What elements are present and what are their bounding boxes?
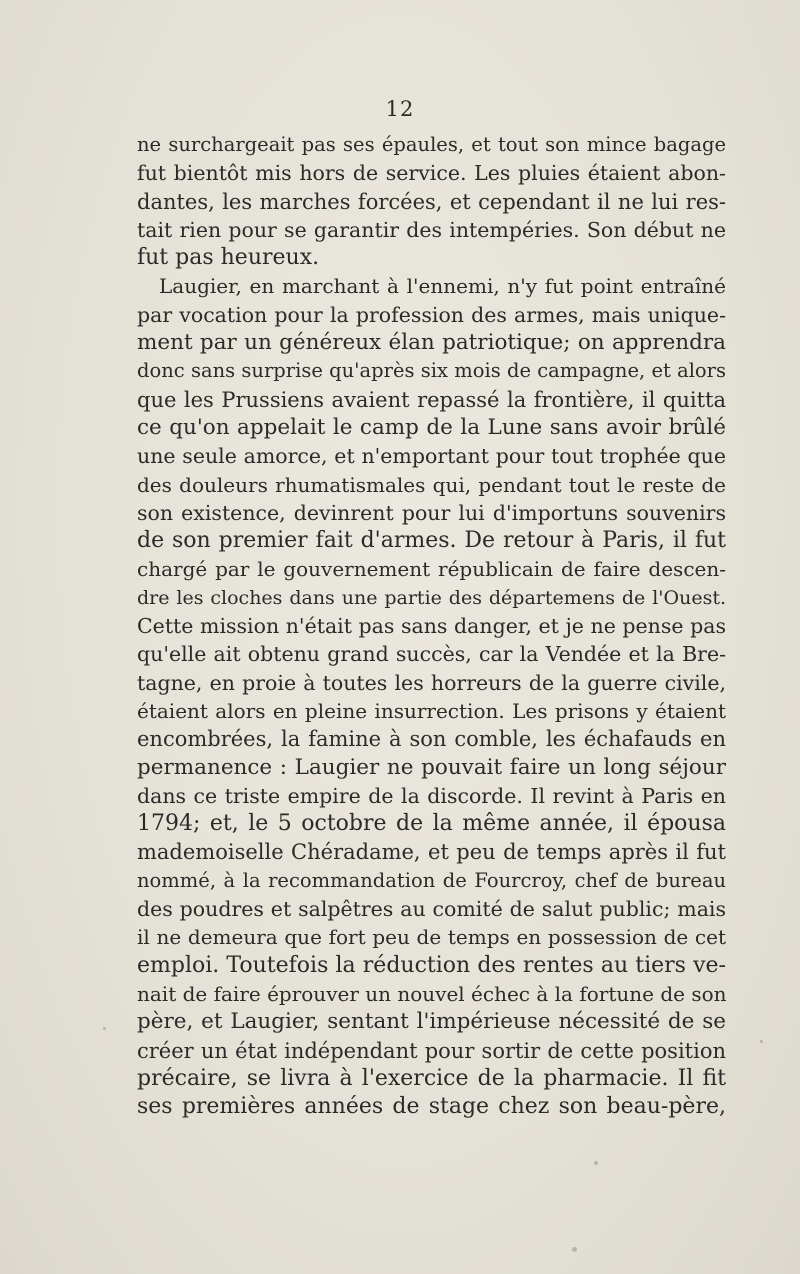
text-line: tait rien pour se garantir des intempéries. Son début ne xyxy=(137,217,726,242)
paper-speck xyxy=(572,1247,577,1252)
text-line: dre les cloches dans une partie des départemens de l'Ouest. xyxy=(137,586,726,609)
text-line: il ne demeura que fort peu de temps en possession de cet xyxy=(137,925,726,950)
paper-speck xyxy=(103,1027,106,1030)
text-line: nait de faire éprouver un nouvel échec à la fortune de son xyxy=(137,981,727,1006)
text-line: encombrées, la famine à son comble, les échafauds en xyxy=(137,727,726,752)
text-line: une seule amorce, et n'emportant pour tout trophée que xyxy=(137,444,726,469)
text-line: tagne, en proie à toutes les horreurs de la guerre civile, xyxy=(137,670,726,695)
paper-speck xyxy=(760,1040,763,1043)
text-line: ses premières années de stage chez son beau-père, xyxy=(137,1094,726,1120)
text-line: qu'elle ait obtenu grand succès, car la Vendée et la Bre- xyxy=(137,642,726,667)
text-line: père, et Laugier, sentant l'impérieuse nécessité de se xyxy=(137,1009,726,1035)
text-line: de son premier fait d'armes. De retour à Paris, il fut xyxy=(137,528,726,554)
text-line: son existence, devinrent pour lui d'importuns souvenirs xyxy=(137,500,726,525)
text-line: dans ce triste empire de la discorde. Il revint à Paris en xyxy=(137,783,726,808)
text-line: Cette mission n'était pas sans danger, et je ne pense pas xyxy=(137,614,726,639)
text-line: 1794; et, le 5 octobre de la même année, il épousa xyxy=(137,811,726,837)
text-line: nommé, à la recommandation de Fourcroy, chef de bureau xyxy=(137,868,726,892)
page-number: 12 xyxy=(385,97,415,121)
text-line: des poudres et salpêtres au comité de salut public; mais xyxy=(137,897,726,922)
text-line: étaient alors en pleine insurrection. Les prisons y étaient xyxy=(137,698,726,723)
text-line: dantes, les marches forcées, et cependant il ne lui res- xyxy=(137,189,726,214)
text-line: fut pas heureux. xyxy=(137,245,320,271)
text-line: par vocation pour la profession des armes, mais unique- xyxy=(137,302,726,327)
text-line: ne surchargeait pas ses épaules, et tout son mince bagage xyxy=(137,133,726,156)
text-line: Laugier, en marchant à l'ennemi, n'y fut point entraîné xyxy=(159,274,726,299)
text-line: que les Prussiens avaient repassé la frontière, il quitta xyxy=(137,387,726,412)
text-line: chargé par le gouvernement républicain de faire descen- xyxy=(137,557,726,582)
text-line: ce qu'on appelait le camp de la Lune sans avoir brûlé xyxy=(137,414,726,440)
text-line: donc sans surprise qu'après six mois de campagne, et alors xyxy=(137,359,726,383)
text-line: précaire, se livra à l'exercice de la pharmacie. Il fit xyxy=(137,1065,726,1091)
text-line: mademoiselle Chéradame, et peu de temps après il fut xyxy=(137,840,726,865)
text-line: créer un état indépendant pour sortir de cette position xyxy=(137,1038,726,1063)
body-text xyxy=(137,131,726,1121)
text-line: emploi. Toutefois la réduction des rentes au tiers ve- xyxy=(137,952,726,978)
text-line: permanence : Laugier ne pouvait faire un long séjour xyxy=(137,754,726,780)
text-line: ment par un généreux élan patriotique; on apprendra xyxy=(137,330,726,356)
text-line: fut bientôt mis hors de service. Les pluies étaient abon- xyxy=(137,161,726,186)
paper-speck xyxy=(594,1161,598,1165)
text-line: des douleurs rhumatismales qui, pendant tout le reste de xyxy=(137,472,726,497)
